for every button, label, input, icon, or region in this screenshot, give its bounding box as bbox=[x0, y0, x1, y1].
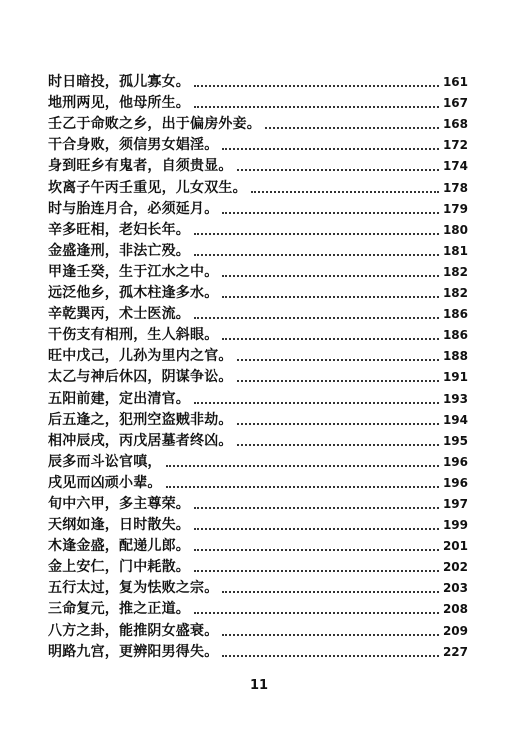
toc-entry-page: 181 bbox=[442, 243, 468, 258]
toc-entry-page: 199 bbox=[442, 518, 468, 533]
toc-entry[interactable] bbox=[48, 387, 468, 408]
toc-entry[interactable] bbox=[48, 493, 468, 514]
toc-entry-page: 197 bbox=[442, 496, 468, 511]
toc-entry-title: 时日暗投，孤儿寡女。 bbox=[48, 74, 190, 91]
toc-entry-title: 辛多旺相，老妇长年。 bbox=[48, 221, 190, 238]
toc-entry-title: 旺中戊己，儿孙为里内之官。 bbox=[48, 348, 233, 365]
toc-entry[interactable] bbox=[48, 535, 468, 556]
dot-leader bbox=[222, 338, 439, 340]
toc-entry-page: 174 bbox=[442, 159, 468, 174]
toc-entry[interactable] bbox=[48, 155, 468, 176]
toc-entry-page: 191 bbox=[442, 370, 468, 385]
toc-entry-title: 后五逢之，犯刑空盗贼非劫。 bbox=[48, 411, 233, 428]
toc-entry-title: 五阳前建，定出清官。 bbox=[48, 390, 190, 407]
dot-leader bbox=[166, 486, 439, 488]
toc-entry-title: 五行太过，复为怯败之宗。 bbox=[48, 580, 219, 597]
toc-entry-page: 182 bbox=[442, 286, 468, 301]
toc-entry-title: 金上安仁，门中耗散。 bbox=[48, 559, 190, 576]
toc-entry[interactable] bbox=[48, 282, 468, 303]
toc-entry[interactable] bbox=[48, 345, 468, 366]
toc-entry-page: 227 bbox=[442, 644, 468, 659]
toc-entry-title: 远泛他乡，孤木柱逢多水。 bbox=[48, 285, 219, 302]
toc-entry-page: 179 bbox=[442, 201, 468, 216]
toc-entry-page: 186 bbox=[442, 307, 468, 322]
dot-leader bbox=[222, 212, 439, 214]
toc-entry[interactable] bbox=[48, 303, 468, 324]
toc-entry[interactable] bbox=[48, 198, 468, 219]
toc-entry[interactable] bbox=[48, 261, 468, 282]
toc-entry[interactable] bbox=[48, 366, 468, 387]
toc-entry-page: 208 bbox=[442, 602, 468, 617]
toc-entry-page: 203 bbox=[442, 581, 468, 596]
dot-leader bbox=[222, 655, 439, 657]
dot-leader bbox=[222, 275, 439, 277]
toc-entry-title: 明路九宫，更辨阳男得失。 bbox=[48, 643, 219, 660]
dot-leader bbox=[194, 317, 439, 319]
dot-leader bbox=[194, 85, 439, 87]
toc-entry-title: 辰多而斗讼官嗔， bbox=[48, 453, 162, 470]
toc-entry-page: 202 bbox=[442, 560, 468, 575]
toc-entry-page: 209 bbox=[442, 623, 468, 638]
toc-entry-page: 196 bbox=[442, 454, 468, 469]
toc-entry-page: 172 bbox=[442, 138, 468, 153]
page-number: 11 bbox=[249, 678, 269, 693]
toc-entry-page: 182 bbox=[442, 264, 468, 279]
dot-leader bbox=[194, 528, 439, 530]
toc-entry-page: 178 bbox=[442, 180, 468, 195]
dot-leader bbox=[222, 148, 439, 150]
toc-entry[interactable] bbox=[48, 472, 468, 493]
toc-entry-title: 甲逢壬癸，生于江水之中。 bbox=[48, 263, 219, 280]
toc-entry[interactable] bbox=[48, 71, 468, 92]
toc-entry-title: 木逢金盛，配递儿郎。 bbox=[48, 538, 190, 555]
dot-leader bbox=[237, 380, 439, 382]
toc-entry-page: 180 bbox=[442, 222, 468, 237]
dot-leader bbox=[237, 444, 439, 446]
dot-leader bbox=[194, 570, 439, 572]
toc-entry-page: 201 bbox=[442, 539, 468, 554]
dot-leader bbox=[194, 507, 439, 509]
toc-entry[interactable] bbox=[48, 92, 468, 113]
toc-entry[interactable] bbox=[48, 514, 468, 535]
dot-leader bbox=[265, 127, 439, 129]
toc-entry-page: 195 bbox=[442, 433, 468, 448]
toc-entry[interactable] bbox=[48, 619, 468, 640]
dot-leader bbox=[194, 549, 439, 551]
dot-leader bbox=[222, 634, 439, 636]
toc-entry[interactable] bbox=[48, 324, 468, 345]
toc-entry-title: 金盛逢刑，非法亡殁。 bbox=[48, 242, 190, 259]
dot-leader bbox=[194, 233, 439, 235]
dot-leader bbox=[237, 359, 439, 361]
toc-entry-title: 干合身败，须信男女娼淫。 bbox=[48, 137, 219, 154]
table-of-contents bbox=[48, 71, 468, 662]
dot-leader bbox=[194, 402, 439, 404]
dot-leader bbox=[237, 169, 439, 171]
dot-leader bbox=[222, 296, 439, 298]
toc-entry-page: 196 bbox=[442, 475, 468, 490]
toc-entry-title: 戌见而凶顽小辈。 bbox=[48, 474, 162, 491]
toc-entry[interactable] bbox=[48, 430, 468, 451]
toc-entry-page: 161 bbox=[442, 75, 468, 90]
toc-entry-title: 相冲辰戌，丙戊居墓者终凶。 bbox=[48, 432, 233, 449]
toc-entry[interactable] bbox=[48, 219, 468, 240]
toc-entry[interactable] bbox=[48, 240, 468, 261]
toc-entry-title: 旬中六甲，多主尊荣。 bbox=[48, 495, 190, 512]
toc-entry-title: 辛乾巽丙，术士医流。 bbox=[48, 306, 190, 323]
toc-entry-page: 188 bbox=[442, 349, 468, 364]
dot-leader bbox=[194, 612, 439, 614]
toc-entry-page: 167 bbox=[442, 96, 468, 111]
toc-entry-title: 干伤支有相刑，生人斜眼。 bbox=[48, 327, 219, 344]
toc-entry-title: 天纲如逢，日时散失。 bbox=[48, 517, 190, 534]
toc-entry-page: 194 bbox=[442, 412, 468, 427]
dot-leader bbox=[222, 591, 439, 593]
toc-entry[interactable] bbox=[48, 409, 468, 430]
toc-entry-page: 186 bbox=[442, 328, 468, 343]
toc-entry-page: 193 bbox=[442, 391, 468, 406]
toc-entry[interactable] bbox=[48, 176, 468, 197]
toc-entry[interactable] bbox=[48, 134, 468, 155]
dot-leader bbox=[237, 423, 439, 425]
toc-entry-title: 壬乙于命败之乡，出于偏房外妾。 bbox=[48, 116, 261, 133]
toc-entry[interactable] bbox=[48, 113, 468, 134]
toc-entry-title: 坎离子午丙壬重见，儿女双生。 bbox=[48, 179, 247, 196]
toc-entry[interactable] bbox=[48, 641, 468, 662]
toc-entry-title: 太乙与神后休囚，阴谋争讼。 bbox=[48, 369, 233, 386]
toc-entry-page: 168 bbox=[442, 117, 468, 132]
toc-entry[interactable] bbox=[48, 556, 468, 577]
toc-entry[interactable] bbox=[48, 577, 468, 598]
dot-leader bbox=[166, 465, 439, 467]
toc-entry-title: 身到旺乡有鬼者，自须贵显。 bbox=[48, 158, 233, 175]
dot-leader bbox=[251, 191, 439, 193]
dot-leader bbox=[194, 106, 439, 108]
toc-entry-title: 地刑两见，他母所生。 bbox=[48, 95, 190, 112]
toc-entry-title: 三命复元，推之正道。 bbox=[48, 601, 190, 618]
toc-entry[interactable] bbox=[48, 451, 468, 472]
dot-leader bbox=[194, 254, 439, 256]
toc-entry[interactable] bbox=[48, 598, 468, 619]
toc-entry-title: 时与胎连月合，必须延月。 bbox=[48, 200, 219, 217]
toc-entry-title: 八方之卦，能推阴女盛衰。 bbox=[48, 622, 219, 639]
